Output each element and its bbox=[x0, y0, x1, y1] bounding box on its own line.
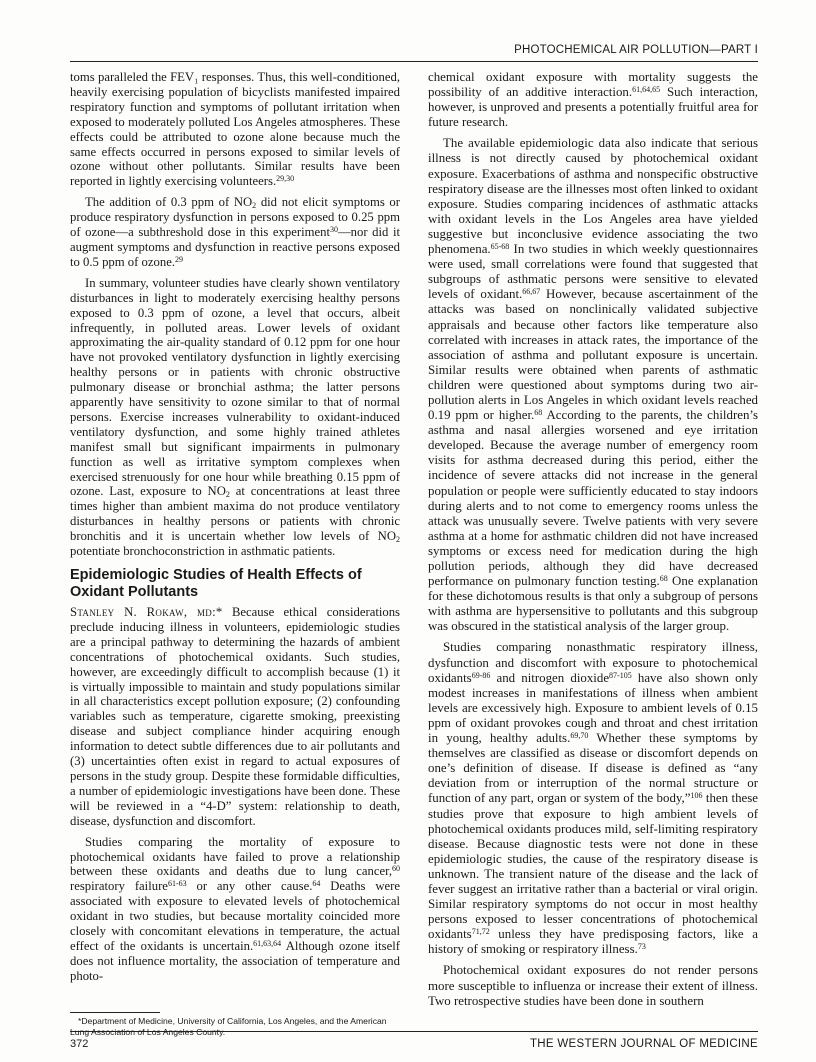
left-column bbox=[70, 70, 400, 990]
journal-name: THE WESTERN JOURNAL OF MEDICINE bbox=[529, 1038, 758, 1050]
page-number: 372 bbox=[70, 1038, 89, 1050]
paragraph: Studies comparing nonasthmatic respiratory illness, dysfunction and discomfort with exposure to photochemical oxidants$^{69-86}$ and nitrogen dioxide$^{87-105}$ have also shown only modest increases in manifestations of illness when ambient levels are excessively high. Exposure to ambient levels of 0.15 ppm of oxidant provokes cough and throat and chest irritation in young, healthy adults.$^{69,70}$ Whether these symptoms by themselves are classified as disease or discomfort depends on one’s definition of disease. If disease is defined as “any deviation from or interruption of the normal structure or function of any part, organ or system of the body,”$^{106}$ then these studies prove that exposure to high ambient levels of photochemical oxidants produces mild, self-limiting respiratory disease. Because diagnostic tests were not done in these epidemiologic studies, the cause of the respiratory disease is unknown. The transient nature of the disease and the lack of fever suggest an irritative rather than a bacterial or viral origin. Similar respiratory symptoms do not occur in most healthy persons exposed to lesser concentrations of photochemical oxidants$^{71,72}$ unless they have predisposing factors, like a history of smoking or respiratory illness.$^{73}$ bbox=[428, 640, 758, 957]
reference-marker: 71,72 bbox=[471, 927, 490, 937]
reference-marker: 65-68 bbox=[490, 242, 510, 252]
header-rule bbox=[70, 61, 758, 62]
paragraph: The addition of 0.3 ppm of $NO_2$ did not elicit symptoms or produce respiratory dysfunction in persons exposed to 0.25 ppm of ozone—a subthreshold dose in this experiment$^{30}$—nor did it augment symptoms and dysfunction in reactive persons exposed to 0.5 ppm of ozone.$^{29}$ bbox=[70, 195, 400, 269]
reference-marker: 61,64,65 bbox=[632, 85, 661, 95]
reference-marker: 64 bbox=[312, 879, 321, 889]
paragraph: The available epidemiologic data also indicate that serious illness is not directly caused by photochemical oxidant exposure. Exacerbations of asthma and nonspecific obstructive respiratory disease are the illnesses most often linked to oxidant exposure. Studies comparing incidences of asthmatic attacks with oxidant levels in the Los Angeles area have yielded suggestive but inconclusive evidence associating the two phenomena.$^{65-68}$ In two studies in which weekly questionnaires were used, small correlations were found that suggested that subgroups of asthmatic persons were sensitive to elevated levels of oxidant.$^{66,67}$ However, because ascertainment of the attacks was based on nonclinically validated subjective appraisals and because other factors like temperature also correlated with increases in attack rates, the importance of the association of asthma and pollutant exposure is uncertain. Similar results were obtained when parents of asthmatic children were questioned about symptoms during two air-pollution alerts in Los Angeles in which oxidant levels reached 0.19 ppm or higher.$^{68}$ According to the parents, the children’s asthma and nasal allergies worsened and eye irritation developed. Because the average number of emergency room visits for asthma decreased during this period, either the incidence of severe attacks did not increase in the general population or people were sufficiently educated to stay indoors during alerts and to not come to emergency rooms unless the attack was unusually severe. Twelve patients with very severe asthma at a home for asthmatic children did not have increased symptoms or excess need for medication during the high pollution periods, although they did have decreased performance on pulmonary function testing.$^{68}$ One explanation for these dichotomous results is that only a subgroup of persons with asthma are hypersensitive to pollutants and this subgroup was obscured in the statistical analysis of the larger group. bbox=[428, 136, 759, 634]
footnote-rule bbox=[70, 1012, 160, 1013]
reference-marker: 69-86 bbox=[471, 670, 491, 680]
reference-marker: 29 bbox=[175, 254, 184, 264]
running-title: PHOTOCHEMICAL AIR POLLUTION—PART I bbox=[514, 44, 758, 56]
reference-marker: 61,63,64 bbox=[253, 938, 282, 948]
reference-marker: 60 bbox=[392, 864, 400, 874]
reference-marker: 68 bbox=[659, 574, 668, 584]
footnote: *Department of Medicine, University of California, Los Angeles, and the American Lung Association of Los Angeles County. bbox=[70, 1016, 387, 1037]
reference-marker: 87-105 bbox=[609, 670, 632, 680]
reference-marker: 30 bbox=[329, 225, 338, 235]
paragraph: Photochemical oxidant exposures do not render persons more susceptible to influenza or increase their extent of illness. Two retrospective studies have been done in southern bbox=[428, 963, 758, 1008]
reference-marker: 61-63 bbox=[167, 879, 187, 889]
paragraph: toms paralleled the FEV₁ responses. Thus, this well-conditioned, heavily exercising population of bicyclists manifested impaired respiratory function and symptoms of pollutant irritation when exposed to moderately polluted Los Angeles atmospheres. These effects could be attributed to ozone alone because much the same effects occurred in persons exposed to similar levels of ozone without other pollutants. Similar results have been reported in lightly exercising volunteers.$^{29,30}$ bbox=[70, 70, 400, 189]
paragraph: Stanley N. Rokaw, md:* Because ethical considerations preclude inducing illness in volunteers, epidemiologic studies are a principal pathway to determining the hazards of ambient concentrations of photochemical oxidants. Such studies, however, are exceedingly difficult to accomplish because (1) it is virtually impossible to maintain and study populations similar in all characteristics except pollution exposure; (2) confounding variables such as temperature, cigarette smoking, preexisting disease and subject compliance hinder acquiring enough information to detect subtle differences due to air pollutants and (3) uncertainties often exist in regard to actual exposures of persons in the study group. Despite these formidable difficulties, a number of epidemiologic investigations have been done. These will be reviewed in a “4-D” system: relationship to death, disease, dysfunction and discomfort. bbox=[70, 605, 400, 828]
section-title: Epidemiologic Studies of Health Effects of Oxidant Pollutants bbox=[70, 567, 362, 600]
paragraph: chemical oxidant exposure with mortality suggests the possibility of an additive interaction.$^{61,64,65}$ Such interaction, however, is unproved and presents a potentially fruitful area for future research. bbox=[428, 70, 758, 130]
reference-marker: 68 bbox=[534, 408, 543, 418]
reference-marker: 66,67 bbox=[522, 287, 541, 297]
reference-marker: 29,30 bbox=[276, 174, 295, 184]
right-column bbox=[428, 70, 758, 1015]
reference-marker: 73 bbox=[637, 942, 646, 952]
footer-rule bbox=[70, 1031, 758, 1032]
paragraph: In summary, volunteer studies have clearly shown ventilatory disturbances in light to moderately exercising healthy persons exposed to 0.3 ppm of ozone, a level that occurs, albeit infrequently, in polluted areas. Lower levels of oxidant approximating the air-quality standard of 0.12 ppm for one hour have not provoked ventilatory dysfunction in lightly exercising healthy persons or in patients with chronic obstructive pulmonary disease or bronchial asthma; the latter persons apparently have sensitivity to ozone similar to that of normal persons. Exercise increases vulnerability to oxidant-induced ventilatory dysfunction, and some highly trained athletes manifest small but significant impairments in pulmonary function as well as irritative symptom complexes when exercised strenuously for one hour while breathing 0.15 ppm of ozone. Last, exposure to $NO_2$ at concentrations at least three times higher than ambient maxima do not produce ventilatory disturbances in healthy persons or patients with chronic bronchitis and it is uncertain whether low levels of $NO_2$ potentiate bronchoconstriction in asthmatic patients. bbox=[70, 275, 400, 559]
reference-marker: 106 bbox=[690, 791, 703, 801]
paragraph: Studies comparing the mortality of exposure to photochemical oxidants have failed to prove a relationship between these oxidants and deaths due to lung cancer,$^{60}$ respiratory failure$^{61-63}$ or any other cause.$^{64}$ Deaths were associated with exposure to elevated levels of photochemical oxidant in two studies, but because mortality coincided more closely with concomitant elevations in temperature, the actual effect of the oxidants is uncertain.$^{61,63,64}$ Although ozone itself does not influence mortality, the association of temperature and photo- bbox=[70, 834, 400, 983]
author-name: Stanley N. Rokaw, md:* bbox=[70, 605, 223, 619]
reference-marker: 69,70 bbox=[570, 731, 589, 741]
